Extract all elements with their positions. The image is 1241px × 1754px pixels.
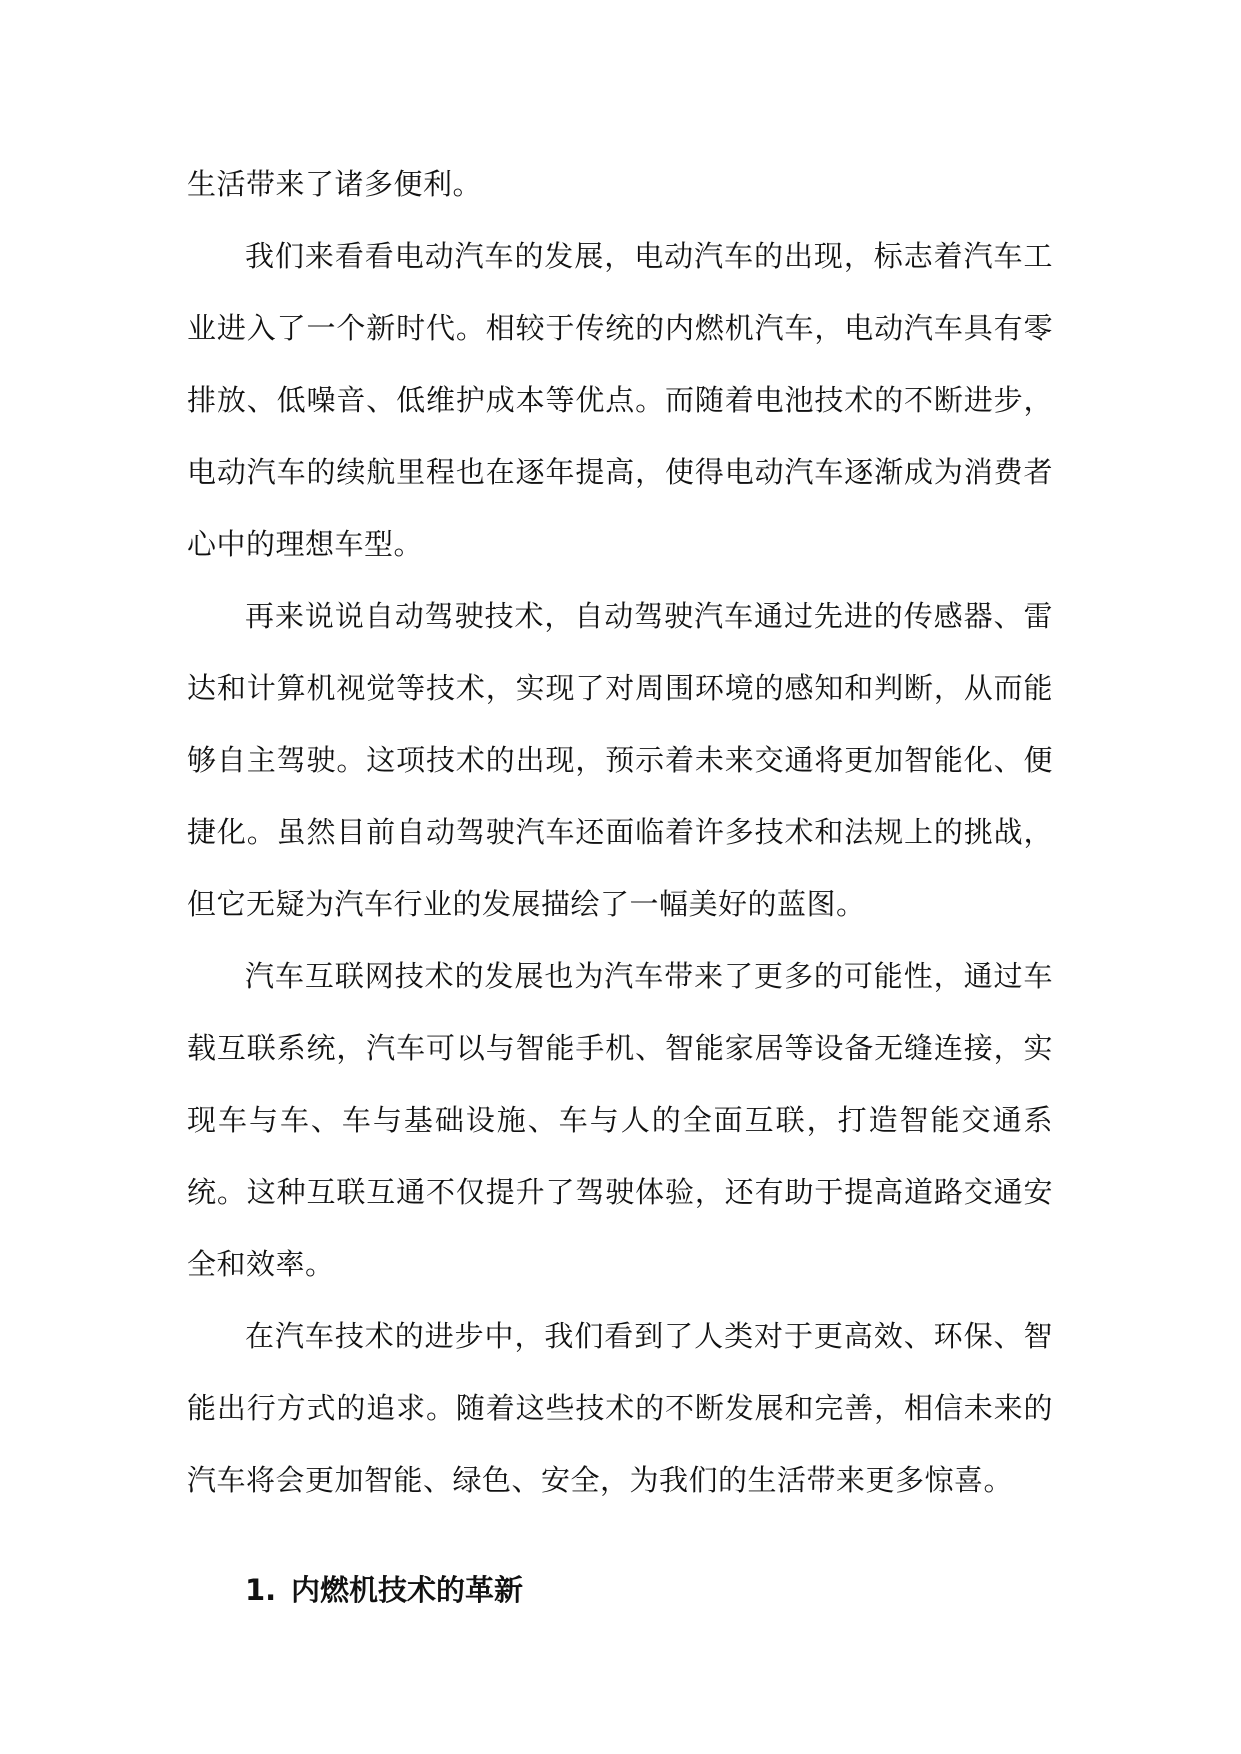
- section-heading: [245, 1554, 1053, 1626]
- paragraph-conclusion: 在汽车技术的进步中，我们看到了人类对于更高效、环保、智能出行方式的追求。随着这些技术的不断发展和完善，相信未来的汽车将会更加智能、绿色、安全，为我们的生活带来更多惊喜。: [187, 1319, 1053, 1497]
- paragraph-continuation: 生活带来了诸多便利。: [187, 167, 483, 201]
- paragraph-electric-vehicles: 我们来看看电动汽车的发展，电动汽车的出现，标志着汽车工业进入了一个新时代。相较于传统的内燃机汽车，电动汽车具有零排放、低噪音、低维护成本等优点。而随着电池技术的不断进步，电动汽车的续航里程也在逐年提高，使得电动汽车逐渐成为消费者心中的理想车型。: [187, 239, 1053, 561]
- section-heading-title: 内燃机技术的革新: [291, 1573, 524, 1607]
- paragraph-connected-cars: 汽车互联网技术的发展也为汽车带来了更多的可能性，通过车载互联系统，汽车可以与智能手机、智能家居等设备无缝连接，实现车与车、车与基础设施、车与人的全面互联，打造智能交通系统。这种互联互通不仅提升了驾驶体验，还有助于提高道路交通安全和效率。: [187, 959, 1053, 1281]
- section-heading-number: 1.: [245, 1573, 277, 1607]
- paragraph-autonomous-driving: 再来说说自动驾驶技术，自动驾驶汽车通过先进的传感器、雷达和计算机视觉等技术，实现了对周围环境的感知和判断，从而能够自主驾驶。这项技术的出现，预示着未来交通将更加智能化、便捷化。虽然目前自动驾驶汽车还面临着许多技术和法规上的挑战，但它无疑为汽车行业的发展描绘了一幅美好的蓝图。: [187, 599, 1053, 921]
- document-body: [187, 148, 1053, 1626]
